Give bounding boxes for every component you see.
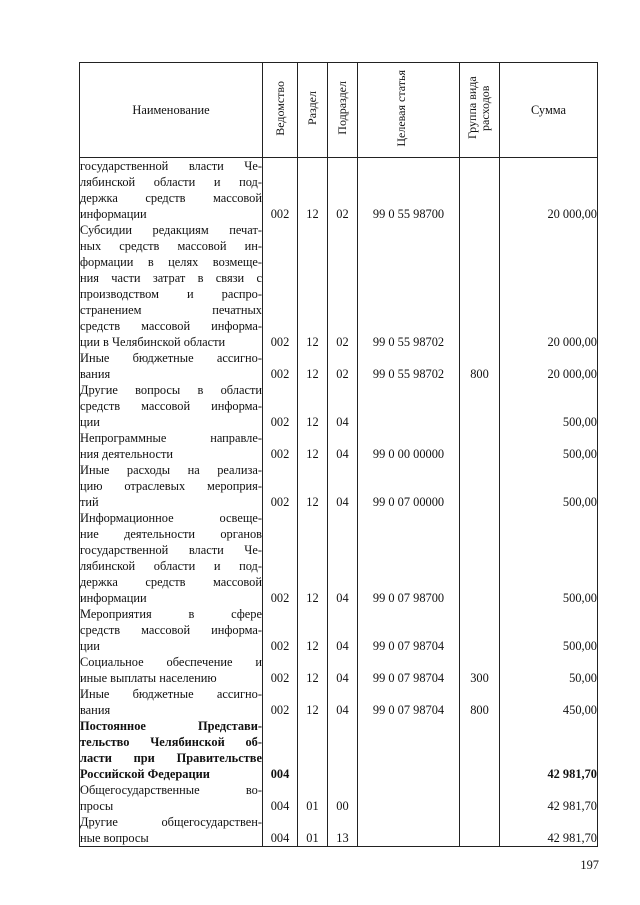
row-name-line: средств массовой информа-	[80, 399, 262, 413]
row-amount: 500,00	[500, 382, 598, 430]
row-name-line: Мероприятия в сфере	[80, 607, 262, 621]
header-target-article: Целевая статья	[358, 63, 460, 158]
row-name-cell	[80, 718, 263, 782]
row-name-line: ния деятельности	[80, 447, 173, 461]
row-name-line: странением печатных	[80, 303, 262, 317]
row-name-line: производством и распро-	[80, 287, 262, 301]
table-row	[80, 686, 598, 718]
row-section: 12	[298, 510, 328, 606]
row-name-cell	[80, 654, 263, 686]
row-name-line: Непрограммные направле-	[80, 431, 262, 445]
row-name-cell	[80, 158, 263, 223]
row-section	[298, 718, 328, 782]
row-department: 002	[263, 686, 298, 718]
row-name-line: Общегосударственные во-	[80, 783, 262, 797]
row-name-line: лябинской области и под-	[80, 175, 262, 189]
row-section: 12	[298, 430, 328, 462]
row-name-line: Иные бюджетные ассигно-	[80, 687, 262, 701]
row-name-line: средств массовой информа-	[80, 623, 262, 637]
row-name-line: ных средств массовой ин-	[80, 239, 262, 253]
row-name-line: информации	[80, 591, 147, 605]
row-expense-group	[460, 158, 500, 223]
row-department: 004	[263, 718, 298, 782]
row-name-line: ния части затрат в связи с	[80, 271, 262, 285]
row-name-line: Другие общегосударствен-	[80, 815, 262, 829]
row-name-line: Российской Федерации	[80, 767, 210, 781]
row-name-line: Субсидии редакциям печат-	[80, 223, 262, 237]
row-name-line: тий	[80, 495, 99, 509]
row-expense-group	[460, 382, 500, 430]
row-name-line: Постоянное Представи-	[80, 719, 262, 733]
row-name-cell	[80, 510, 263, 606]
row-subsection: 02	[328, 158, 358, 223]
row-target-article: 99 0 55 98702	[358, 350, 460, 382]
row-name-line: просы	[80, 799, 114, 813]
row-section: 12	[298, 350, 328, 382]
row-subsection: 04	[328, 654, 358, 686]
row-section: 12	[298, 462, 328, 510]
row-target-article: 99 0 07 98704	[358, 686, 460, 718]
row-name-line: средств массовой информа-	[80, 319, 262, 333]
row-department: 002	[263, 510, 298, 606]
row-amount: 500,00	[500, 462, 598, 510]
row-name-line: государственной власти Че-	[80, 543, 262, 557]
row-expense-group	[460, 462, 500, 510]
header-expense-group: Группа вида расходов	[460, 63, 500, 158]
row-name-line: вания	[80, 703, 111, 717]
row-department: 002	[263, 430, 298, 462]
row-target-article: 99 0 07 98704	[358, 654, 460, 686]
table-row	[80, 814, 598, 847]
row-subsection: 04	[328, 606, 358, 654]
table-row	[80, 222, 598, 350]
row-target-article: 99 0 55 98702	[358, 222, 460, 350]
row-target-article	[358, 382, 460, 430]
row-name-line: информации	[80, 207, 147, 221]
table-row	[80, 382, 598, 430]
row-expense-group	[460, 718, 500, 782]
row-expense-group	[460, 782, 500, 814]
row-target-article	[358, 718, 460, 782]
row-name-line: ции в Челябинской области	[80, 335, 226, 349]
row-expense-group: 300	[460, 654, 500, 686]
row-name-line: держка средств массовой	[80, 191, 262, 205]
row-expense-group	[460, 814, 500, 847]
row-name-cell	[80, 782, 263, 814]
row-subsection: 02	[328, 350, 358, 382]
table-row	[80, 510, 598, 606]
table-row	[80, 158, 598, 223]
row-department: 002	[263, 462, 298, 510]
row-name-line: Иные расходы на реализа-	[80, 463, 262, 477]
row-section: 12	[298, 382, 328, 430]
row-name-line: иные выплаты населению	[80, 671, 217, 685]
row-name-line: Информационное освеще-	[80, 511, 262, 525]
row-target-article	[358, 782, 460, 814]
row-subsection: 04	[328, 462, 358, 510]
row-name-line: цию отраслевых мероприя-	[80, 479, 262, 493]
row-amount: 42 981,70	[500, 782, 598, 814]
header-section: Раздел	[298, 63, 328, 158]
row-name-line: ние деятельности органов	[80, 527, 262, 541]
row-name-line: государственной власти Че-	[80, 159, 262, 173]
table-row	[80, 654, 598, 686]
budget-table	[79, 62, 598, 847]
row-name-line: ные вопросы	[80, 831, 149, 845]
row-name-cell	[80, 686, 263, 718]
row-subsection	[328, 718, 358, 782]
row-subsection: 04	[328, 382, 358, 430]
table-row	[80, 718, 598, 782]
row-name-cell	[80, 382, 263, 430]
row-expense-group	[460, 510, 500, 606]
page-number: 197	[580, 858, 599, 872]
row-amount: 450,00	[500, 686, 598, 718]
row-name-cell	[80, 222, 263, 350]
row-section: 01	[298, 814, 328, 847]
row-name-line: формации в целях возмеще-	[80, 255, 262, 269]
row-subsection: 04	[328, 430, 358, 462]
row-target-article: 99 0 07 98700	[358, 510, 460, 606]
table-header-row	[80, 63, 598, 158]
row-target-article: 99 0 07 98704	[358, 606, 460, 654]
table-row	[80, 430, 598, 462]
header-subsection: Подраздел	[328, 63, 358, 158]
row-subsection: 00	[328, 782, 358, 814]
row-department: 004	[263, 782, 298, 814]
row-department: 002	[263, 350, 298, 382]
row-amount: 500,00	[500, 606, 598, 654]
header-amount: Сумма	[500, 63, 598, 158]
row-name-cell	[80, 462, 263, 510]
row-department: 002	[263, 654, 298, 686]
row-name-line: ции	[80, 639, 100, 653]
row-expense-group	[460, 222, 500, 350]
row-name-line: ции	[80, 415, 100, 429]
header-department: Ведомство	[263, 63, 298, 158]
row-amount: 20 000,00	[500, 158, 598, 223]
row-amount: 500,00	[500, 510, 598, 606]
table-row	[80, 606, 598, 654]
row-name-cell	[80, 350, 263, 382]
row-department: 002	[263, 606, 298, 654]
row-expense-group: 800	[460, 350, 500, 382]
row-amount: 50,00	[500, 654, 598, 686]
row-subsection: 04	[328, 510, 358, 606]
row-section: 12	[298, 606, 328, 654]
row-department: 002	[263, 158, 298, 223]
row-section: 12	[298, 654, 328, 686]
row-name-cell	[80, 430, 263, 462]
table-row	[80, 462, 598, 510]
table-row	[80, 782, 598, 814]
header-name: Наименование	[80, 63, 263, 158]
row-department: 004	[263, 814, 298, 847]
row-expense-group	[460, 430, 500, 462]
row-name-line: держка средств массовой	[80, 575, 262, 589]
row-name-line: Социальное обеспечение и	[80, 655, 262, 669]
row-expense-group	[460, 606, 500, 654]
row-department: 002	[263, 382, 298, 430]
row-section: 12	[298, 222, 328, 350]
row-name-line: Другие вопросы в области	[80, 383, 262, 397]
row-subsection: 02	[328, 222, 358, 350]
row-amount: 500,00	[500, 430, 598, 462]
row-amount: 42 981,70	[500, 718, 598, 782]
row-subsection: 04	[328, 686, 358, 718]
row-expense-group: 800	[460, 686, 500, 718]
row-target-article: 99 0 55 98700	[358, 158, 460, 223]
row-name-line: вания	[80, 367, 111, 381]
row-amount: 20 000,00	[500, 350, 598, 382]
row-name-line: тельство Челябинской об-	[80, 735, 262, 749]
row-name-cell	[80, 606, 263, 654]
row-name-line: лябинской области и под-	[80, 559, 262, 573]
row-section: 01	[298, 782, 328, 814]
table-row	[80, 350, 598, 382]
row-target-article: 99 0 00 00000	[358, 430, 460, 462]
table-body	[80, 158, 598, 847]
row-name-cell	[80, 814, 263, 847]
row-section: 12	[298, 686, 328, 718]
row-target-article: 99 0 07 00000	[358, 462, 460, 510]
row-name-line: Иные бюджетные ассигно-	[80, 351, 262, 365]
row-department: 002	[263, 222, 298, 350]
row-amount: 42 981,70	[500, 814, 598, 847]
row-amount: 20 000,00	[500, 222, 598, 350]
row-target-article	[358, 814, 460, 847]
row-section: 12	[298, 158, 328, 223]
row-subsection: 13	[328, 814, 358, 847]
row-name-line: ласти при Правительстве	[80, 751, 262, 765]
